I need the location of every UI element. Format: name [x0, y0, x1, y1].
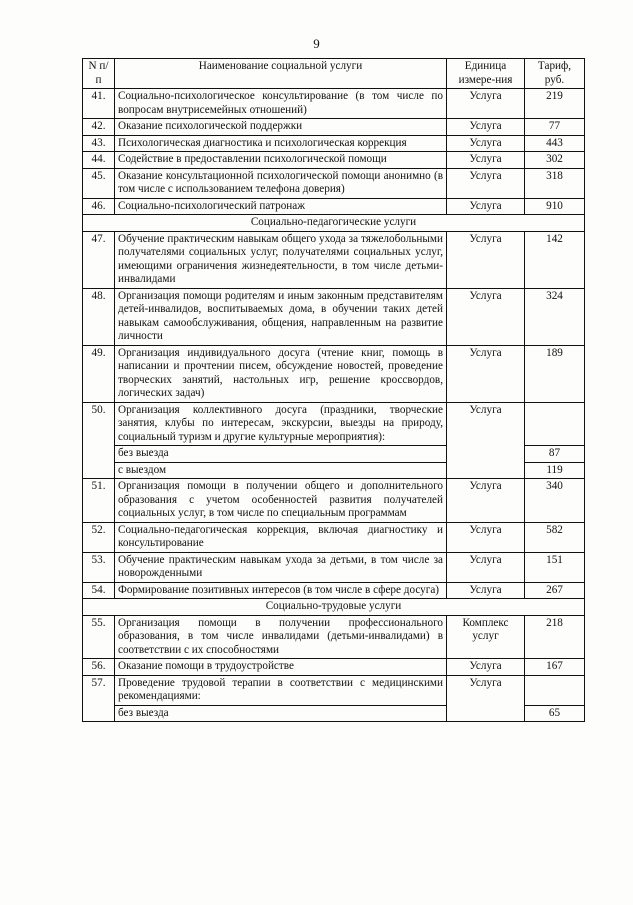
row-tariff: 443: [525, 135, 585, 152]
row-name: Социально-психологический патронаж: [115, 198, 447, 215]
subrow-name: без выезда: [115, 446, 447, 463]
row-name: Психологическая диагностика и психологическая коррекция: [115, 135, 447, 152]
table-row: [83, 89, 585, 119]
row-unit: Услуга: [447, 288, 525, 345]
header-name: Наименование социальной услуги: [115, 59, 447, 89]
row-tariff: 324: [525, 288, 585, 345]
row-unit: Услуга: [447, 582, 525, 599]
header-unit: Единица измере-ния: [447, 59, 525, 89]
table-row: [83, 582, 585, 599]
table-row: [83, 479, 585, 523]
row-unit: Услуга: [447, 522, 525, 552]
section-row: [83, 215, 585, 232]
row-num: 56.: [83, 659, 115, 676]
row-unit: Услуга: [447, 659, 525, 676]
table-row: [83, 552, 585, 582]
row-tariff: 167: [525, 659, 585, 676]
row-num: 53.: [83, 552, 115, 582]
row-num: 52.: [83, 522, 115, 552]
row-name: Обучение практическим навыкам общего ухода за тяжелобольными получателями социальных услуг, получателями социальных услуг, имеющими ограничения жизнедеятельности, в том числе детьми-инвалидами: [115, 231, 447, 288]
row-name: Организация помощи родителям и иным законным представителям детей-инвалидов, воспитываемых дома, в обучении таких детей навыкам самообслуживания, общения, направленным на развитие личности: [115, 288, 447, 345]
subrow-tariff: 119: [525, 462, 585, 479]
section-heading-labor: Социально-трудовые услуги: [83, 599, 585, 616]
table-row: [83, 615, 585, 659]
row-tariff: 318: [525, 168, 585, 198]
table-row: [83, 198, 585, 215]
row-tariff: 340: [525, 479, 585, 523]
table-row: [83, 288, 585, 345]
row-name: Формирование позитивных интересов (в том числе в сфере досуга): [115, 582, 447, 599]
row-num: 41.: [83, 89, 115, 119]
row-num: 47.: [83, 231, 115, 288]
table-row: [83, 402, 585, 446]
row-name: Социально-педагогическая коррекция, включая диагностику и консультирование: [115, 522, 447, 552]
subrow-tariff: 87: [525, 446, 585, 463]
row-unit: Услуга: [447, 198, 525, 215]
row-name: Оказание консультационной психологической помощи анонимно (в том числе с использованием телефона доверия): [115, 168, 447, 198]
table-row: [83, 231, 585, 288]
row-name: Оказание психологической поддержки: [115, 119, 447, 136]
row-name: Проведение трудовой терапии в соответствии с медицинскими рекомендациями:: [115, 675, 447, 705]
row-name: Организация индивидуального досуга (чтение книг, помощь в написании и прочтении писем, обсуждение новостей, проведение творческих занятий, настольных игр, решение кроссвордов, логических задач): [115, 345, 447, 402]
row-unit: Услуга: [447, 231, 525, 288]
row-unit: Услуга: [447, 345, 525, 402]
row-num: 54.: [83, 582, 115, 599]
row-unit: Услуга: [447, 552, 525, 582]
row-name: Организация помощи в получении профессионального образования, в том числе инвалидами (детьми-инвалидами) в соответствии с их способностями: [115, 615, 447, 659]
row-tariff: 151: [525, 552, 585, 582]
table-row: [83, 135, 585, 152]
page-number: 9: [313, 36, 320, 51]
row-tariff-empty: [525, 675, 585, 705]
row-num: 48.: [83, 288, 115, 345]
row-num: 46.: [83, 198, 115, 215]
row-num: 50.: [83, 402, 115, 479]
row-unit: Услуга: [447, 402, 525, 479]
row-unit: Услуга: [447, 119, 525, 136]
subrow-tariff: 65: [525, 705, 585, 722]
row-unit: Услуга: [447, 135, 525, 152]
row-num: 49.: [83, 345, 115, 402]
table-row: [83, 168, 585, 198]
table-row: [83, 675, 585, 705]
row-tariff: 189: [525, 345, 585, 402]
row-unit: Комплекс услуг: [447, 615, 525, 659]
row-num: 57.: [83, 675, 115, 722]
row-tariff: 582: [525, 522, 585, 552]
row-tariff: 142: [525, 231, 585, 288]
tariff-table: [82, 58, 585, 722]
table-row: [83, 152, 585, 169]
table-row: [83, 522, 585, 552]
row-name: Содействие в предоставлении психологической помощи: [115, 152, 447, 169]
row-tariff: 910: [525, 198, 585, 215]
section-row: [83, 599, 585, 616]
row-num: 42.: [83, 119, 115, 136]
row-unit: Услуга: [447, 479, 525, 523]
header-tariff: Тариф, руб.: [525, 59, 585, 89]
row-num: 55.: [83, 615, 115, 659]
row-tariff: 267: [525, 582, 585, 599]
table-row: [83, 345, 585, 402]
row-num: 44.: [83, 152, 115, 169]
row-tariff: 219: [525, 89, 585, 119]
row-unit: Услуга: [447, 89, 525, 119]
table-row: [83, 659, 585, 676]
row-num: 51.: [83, 479, 115, 523]
subrow-name: с выездом: [115, 462, 447, 479]
row-name: Обучение практическим навыкам ухода за детьми, в том числе за новорожденными: [115, 552, 447, 582]
row-num: 45.: [83, 168, 115, 198]
row-tariff: 302: [525, 152, 585, 169]
row-tariff: 218: [525, 615, 585, 659]
subrow-name: без выезда: [115, 705, 447, 722]
row-tariff-empty: [525, 402, 585, 446]
table-row: [83, 119, 585, 136]
row-unit: Услуга: [447, 675, 525, 722]
row-unit: Услуга: [447, 168, 525, 198]
row-name: Организация помощи в получении общего и дополнительного образования с учетом особенностей развития получателей социальных услуг, в том числе по специальным программам: [115, 479, 447, 523]
row-unit: Услуга: [447, 152, 525, 169]
row-name: Оказание помощи в трудоустройстве: [115, 659, 447, 676]
table-header-row: [83, 59, 585, 89]
row-name: Организация коллективного досуга (праздники, творческие занятия, клубы по интересам, экскурсии, выезды на природу, социальный туризм и другие культурные мероприятия):: [115, 402, 447, 446]
row-tariff: 77: [525, 119, 585, 136]
header-num: N п/п: [83, 59, 115, 89]
row-num: 43.: [83, 135, 115, 152]
section-heading-pedagogical: Социально-педагогические услуги: [83, 215, 585, 232]
row-name: Социально-психологическое консультирование (в том числе по вопросам внутрисемейных отношений): [115, 89, 447, 119]
